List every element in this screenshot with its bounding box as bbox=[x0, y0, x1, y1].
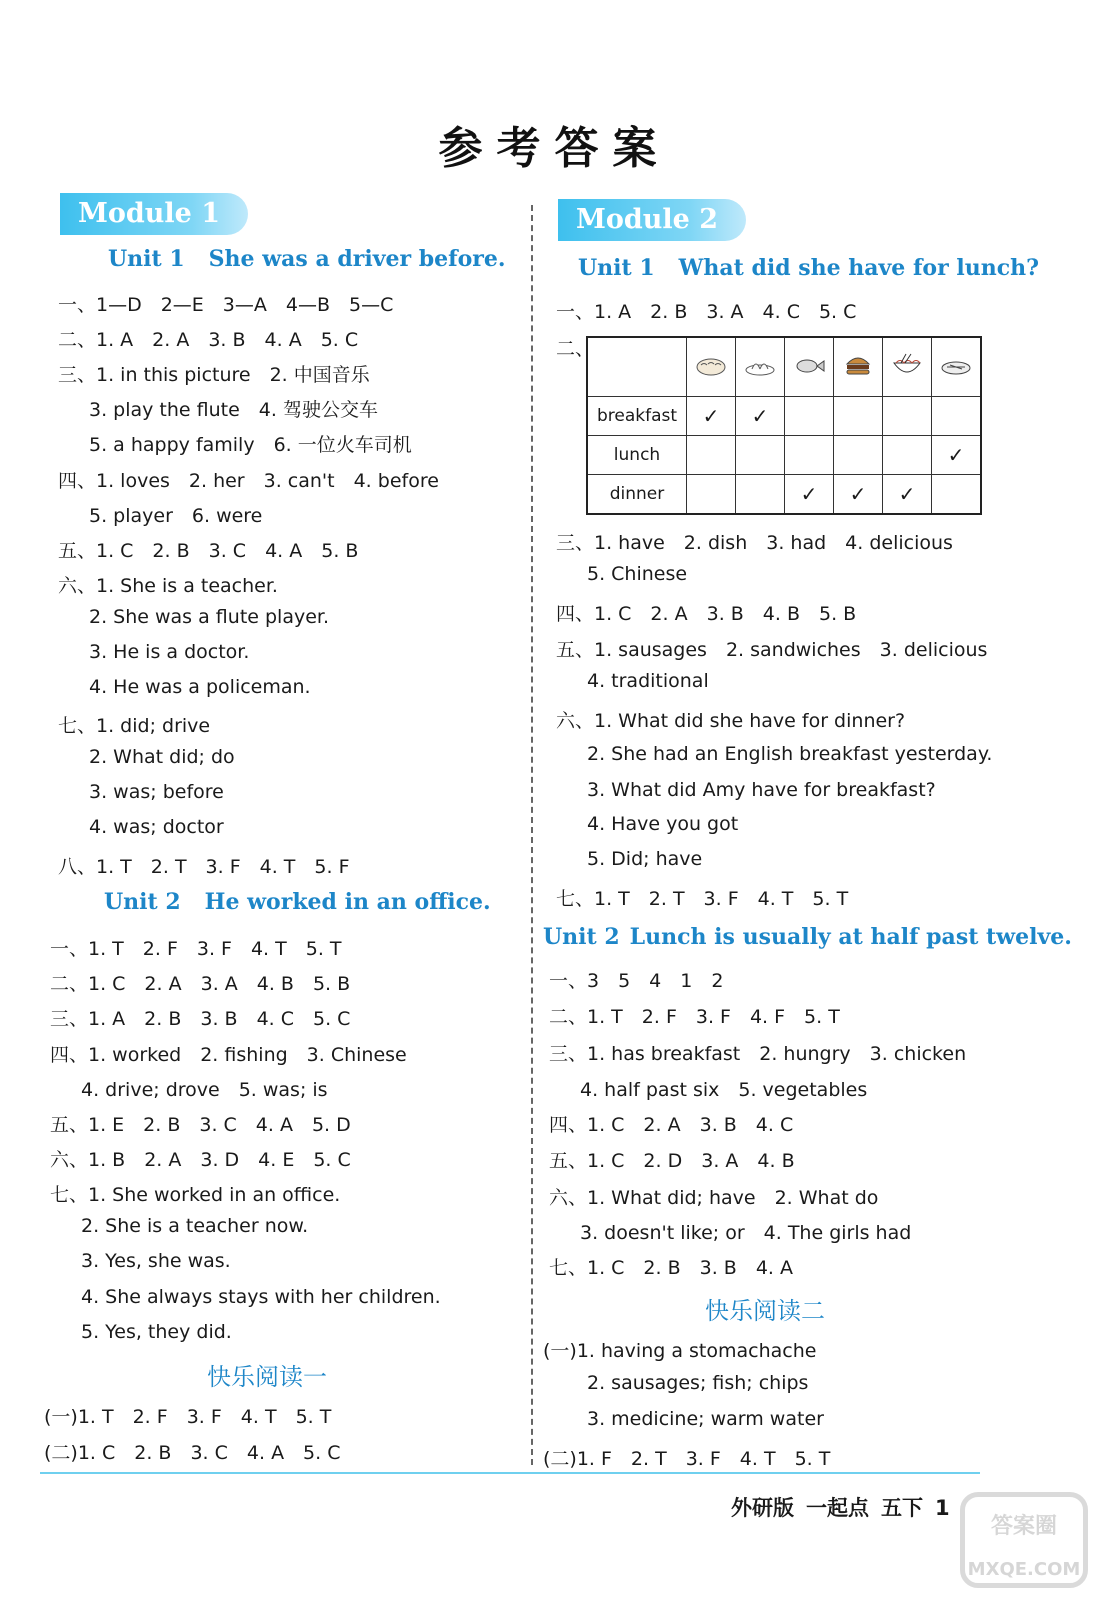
answer-line: 三、1. have 2. dish 3. had 4. delicious bbox=[556, 532, 953, 554]
empty-cell bbox=[834, 436, 883, 475]
table-row bbox=[587, 475, 981, 515]
check-cell: ✓ bbox=[736, 397, 785, 436]
answer-line: 四、1. worked 2. fishing 3. Chinese bbox=[50, 1044, 407, 1066]
empty-cell bbox=[785, 436, 834, 475]
watermark-url: MXQE.COM bbox=[967, 1559, 1081, 1580]
row-label: lunch bbox=[587, 436, 687, 475]
answer-line: 三、1. A 2. B 3. B 4. C 5. C bbox=[50, 1008, 351, 1030]
unit-label: Unit 2 bbox=[543, 924, 620, 950]
check-cell: ✓ bbox=[932, 436, 982, 475]
empty-cell bbox=[785, 397, 834, 436]
answer-line: 七、1. T 2. T 3. F 4. T 5. T bbox=[556, 888, 849, 910]
page-footer bbox=[731, 1492, 962, 1522]
answer-line: 5. Did; have bbox=[587, 848, 703, 870]
unit-label: Unit 1 bbox=[108, 246, 185, 272]
answer-line: 二、1. T 2. F 3. F 4. F 5. T bbox=[549, 1006, 840, 1028]
module1-unit1-heading bbox=[108, 246, 506, 272]
row-label: dinner bbox=[587, 475, 687, 515]
answer-line: 二、1. C 2. A 3. A 4. B 5. B bbox=[50, 973, 351, 995]
module1-unit2-heading bbox=[104, 889, 491, 915]
answer-line: 四、1. C 2. A 3. B 4. C bbox=[549, 1114, 794, 1136]
answer-line: 一、3 5 4 1 2 bbox=[549, 970, 724, 992]
answer-line: (一)1. having a stomachache bbox=[543, 1340, 817, 1362]
answer-line: 六、1. What did she have for dinner? bbox=[556, 710, 906, 732]
answer-line: 四、1. loves 2. her 3. can't 4. before bbox=[58, 470, 439, 492]
footer-rule bbox=[40, 1472, 980, 1474]
module2-unit1-heading bbox=[578, 255, 1039, 281]
food-column bbox=[785, 337, 834, 397]
footer-series: 一起点 bbox=[806, 1496, 869, 1520]
fish-icon bbox=[792, 353, 826, 377]
salad-icon bbox=[939, 353, 973, 377]
answer-line: 五、1. sausages 2. sandwiches 3. delicious bbox=[556, 639, 988, 661]
answer-line: 七、1. C 2. B 3. B 4. A bbox=[549, 1257, 794, 1279]
unit-title: He worked in an office. bbox=[204, 889, 491, 915]
answer-line: 六、1. B 2. A 3. D 4. E 5. C bbox=[50, 1149, 351, 1171]
empty-cell bbox=[687, 436, 736, 475]
answer-line: 3. play the flute 4. 驾驶公交车 bbox=[89, 399, 378, 421]
food-column bbox=[883, 337, 932, 397]
answer-line: 4. drive; drove 5. was; is bbox=[81, 1079, 328, 1101]
table-row bbox=[587, 436, 981, 475]
answer-line: 4. Have you got bbox=[587, 813, 739, 835]
answer-line: (二)1. F 2. T 3. F 4. T 5. T bbox=[543, 1448, 831, 1470]
answer-line: 2. She was a flute player. bbox=[89, 606, 330, 628]
module-2-banner: Module 2 bbox=[558, 199, 746, 241]
answer-line: 三、1. has breakfast 2. hungry 3. chicken bbox=[549, 1043, 967, 1065]
answer-line: 七、1. She worked in an office. bbox=[50, 1184, 341, 1206]
food-column bbox=[687, 337, 736, 397]
watermark-text: 答案圈 bbox=[990, 1514, 1057, 1539]
table-header-row bbox=[587, 337, 981, 397]
answer-line: (二)1. C 2. B 3. C 4. A 5. C bbox=[44, 1442, 341, 1464]
watermark-logo bbox=[960, 1492, 1088, 1588]
bread-icon bbox=[694, 353, 728, 377]
answer-line: 六、1. She is a teacher. bbox=[58, 575, 278, 597]
answer-line: (一)1. T 2. F 3. F 4. T 5. T bbox=[44, 1406, 332, 1428]
answer-line: 四、1. C 2. A 3. B 4. B 5. B bbox=[556, 603, 857, 625]
empty-cell bbox=[736, 436, 785, 475]
unit-title: What did she have for lunch? bbox=[678, 255, 1039, 281]
page-title: 参考答案 bbox=[438, 123, 671, 174]
answer-line: 4. was; doctor bbox=[89, 816, 224, 838]
empty-cell bbox=[932, 397, 982, 436]
answer-line: 五、1. C 2. D 3. A 4. B bbox=[549, 1150, 795, 1172]
answer-line: 4. She always stays with her children. bbox=[81, 1286, 441, 1308]
table-corner-cell bbox=[587, 337, 687, 397]
answer-line: 5. a happy family 6. 一位火车司机 bbox=[89, 434, 412, 456]
check-cell: ✓ bbox=[883, 475, 932, 515]
answer-line: 3. medicine; warm water bbox=[587, 1408, 824, 1430]
reading-one-heading: 快乐阅读一 bbox=[207, 1363, 327, 1391]
module2-unit2-heading bbox=[543, 924, 1072, 950]
question-two-label: 二、 bbox=[556, 338, 595, 360]
empty-cell bbox=[883, 436, 932, 475]
empty-cell bbox=[687, 475, 736, 515]
check-cell: ✓ bbox=[785, 475, 834, 515]
answer-line: 三、1. in this picture 2. 中国音乐 bbox=[58, 364, 370, 386]
answer-line: 3. He is a doctor. bbox=[89, 641, 250, 663]
answer-line: 3. What did Amy have for breakfast? bbox=[587, 779, 936, 801]
answer-line: 2. She had an English breakfast yesterday. bbox=[587, 743, 993, 765]
unit-label: Unit 2 bbox=[104, 889, 181, 915]
food-column bbox=[932, 337, 982, 397]
unit-title: Lunch is usually at half past twelve. bbox=[629, 924, 1072, 950]
answer-line: 3. doesn't like; or 4. The girls had bbox=[580, 1222, 912, 1244]
answer-line: 五、1. C 2. B 3. C 4. A 5. B bbox=[58, 540, 359, 562]
unit-label: Unit 1 bbox=[578, 255, 655, 281]
module-1-banner: Module 1 bbox=[60, 193, 248, 235]
answer-line: 2. What did; do bbox=[89, 746, 235, 768]
answer-line: 3. Yes, she was. bbox=[81, 1250, 231, 1272]
answer-line: 七、1. did; drive bbox=[58, 715, 211, 737]
answer-line: 2. sausages; fish; chips bbox=[587, 1372, 809, 1394]
unit-title: She was a driver before. bbox=[208, 246, 506, 272]
answer-line: 5. player 6. were bbox=[89, 505, 263, 527]
answer-line: 六、1. What did; have 2. What do bbox=[549, 1187, 879, 1209]
footer-edition: 外研版 bbox=[731, 1496, 794, 1520]
answer-line: 5. Yes, they did. bbox=[81, 1321, 232, 1343]
answer-line: 4. He was a policeman. bbox=[89, 676, 311, 698]
food-column bbox=[834, 337, 883, 397]
row-label: breakfast bbox=[587, 397, 687, 436]
answer-line: 4. traditional bbox=[587, 670, 709, 692]
food-column bbox=[736, 337, 785, 397]
dumplings-icon bbox=[743, 353, 777, 377]
answer-line: 五、1. E 2. B 3. C 4. A 5. D bbox=[50, 1114, 351, 1136]
meal-check-table bbox=[586, 336, 982, 515]
empty-cell bbox=[883, 397, 932, 436]
empty-cell bbox=[736, 475, 785, 515]
check-cell: ✓ bbox=[834, 475, 883, 515]
answer-line: 一、1—D 2—E 3—A 4—B 5—C bbox=[58, 294, 394, 316]
answer-line: 5. Chinese bbox=[587, 563, 688, 585]
answer-line: 一、1. T 2. F 3. F 4. T 5. T bbox=[50, 938, 342, 960]
answer-line: 二、1. A 2. A 3. B 4. A 5. C bbox=[58, 329, 359, 351]
empty-cell bbox=[834, 397, 883, 436]
answer-line: 八、1. T 2. T 3. F 4. T 5. F bbox=[58, 856, 350, 878]
noodles-icon bbox=[890, 353, 924, 377]
answer-line: 2. She is a teacher now. bbox=[81, 1215, 309, 1237]
column-divider bbox=[531, 205, 533, 1465]
page-number: 1 bbox=[935, 1496, 950, 1520]
answer-line: 4. half past six 5. vegetables bbox=[580, 1079, 868, 1101]
footer-grade: 五下 bbox=[881, 1496, 923, 1520]
check-cell: ✓ bbox=[687, 397, 736, 436]
answer-line: 一、1. A 2. B 3. A 4. C 5. C bbox=[556, 301, 857, 323]
empty-cell bbox=[932, 475, 982, 515]
hamburger-icon bbox=[841, 353, 875, 377]
answer-line: 3. was; before bbox=[89, 781, 224, 803]
reading-two-heading: 快乐阅读二 bbox=[705, 1297, 825, 1325]
table-row bbox=[587, 397, 981, 436]
